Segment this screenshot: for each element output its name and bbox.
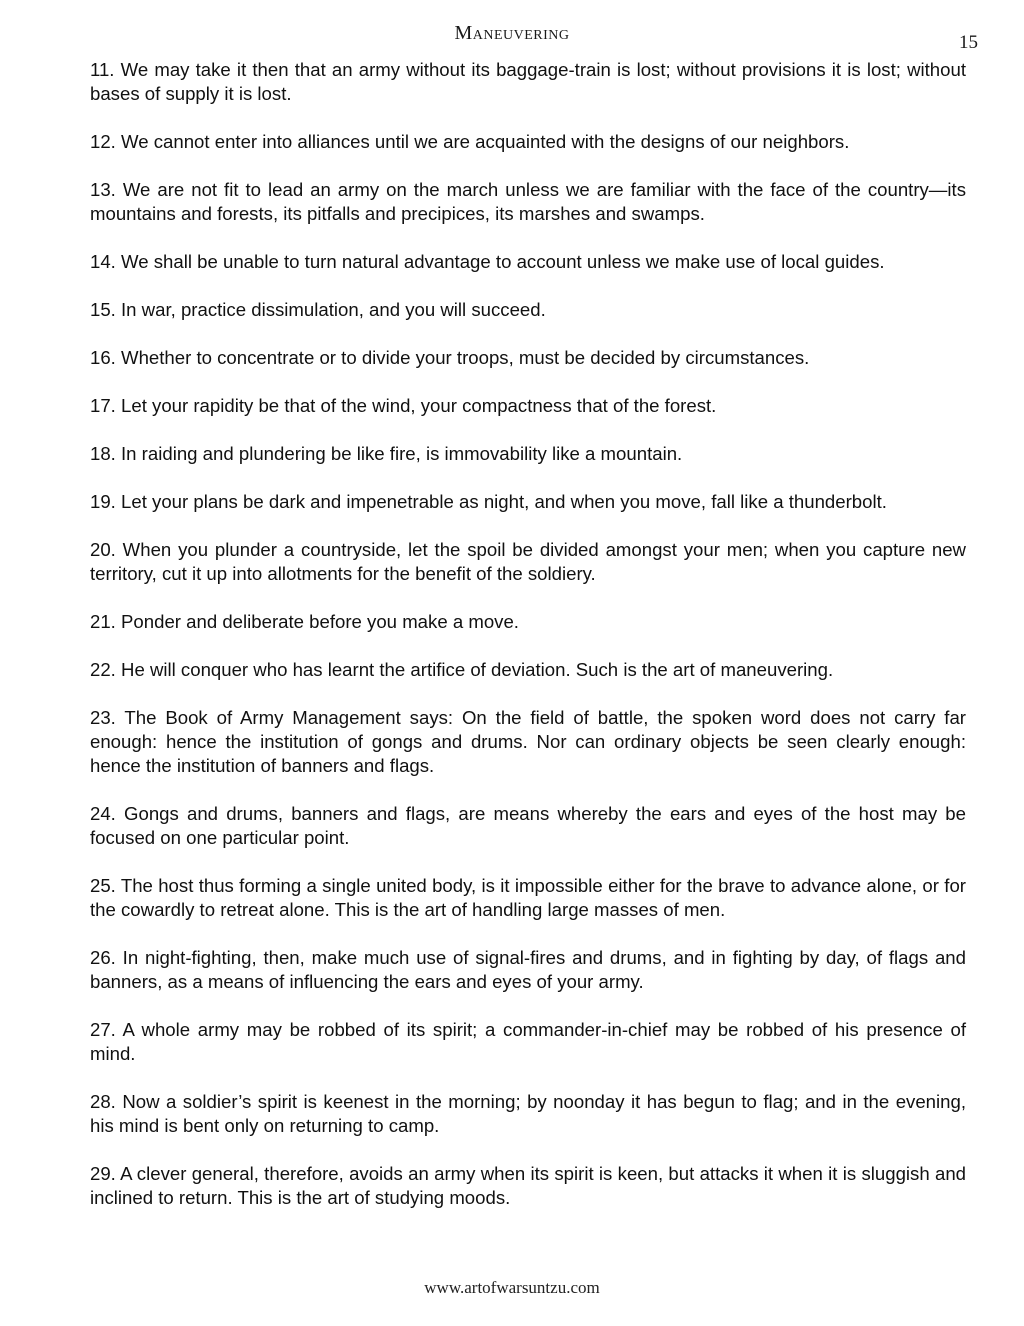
page-title: Maneuvering — [454, 22, 570, 44]
paragraph-29: 29. A clever general, therefore, avoids an army when its spirit is keen, but attacks it when it is sluggish and inclined to return. This is the art of studying moods. — [90, 1163, 966, 1208]
paragraph-16: 16. Whether to concentrate or to divide your troops, must be decided by circumstances. — [90, 347, 810, 368]
paragraph-12: 12. We cannot enter into alliances until we are acquainted with the designs of our neighbors. — [90, 131, 850, 152]
paragraph-21: 21. Ponder and deliberate before you make a move. — [90, 611, 519, 632]
paragraph-11: 11. We may take it then that an army without its baggage-train is lost; without provisions it is lost; without bases of supply it is lost. — [90, 59, 966, 104]
paragraph-23: 23. The Book of Army Management says: On the field of battle, the spoken word does not carry far enough: hence the institution of gongs and drums. Nor can ordinary objects be seen clearly enough: hence the institution of banners and flags. — [90, 707, 966, 776]
page-number: 15 — [959, 32, 978, 53]
paragraph-17: 17. Let your rapidity be that of the wind, your compactness that of the forest. — [90, 395, 717, 416]
paragraph-22: 22. He will conquer who has learnt the artifice of deviation. Such is the art of maneuvering. — [90, 659, 834, 680]
paragraph-27: 27. A whole army may be robbed of its spirit; a commander-in-chief may be robbed of his presence of mind. — [90, 1019, 966, 1064]
paragraph-25: 25. The host thus forming a single united body, is it impossible either for the brave to advance alone, or for the cowardly to retreat alone. This is the art of handling large masses of men. — [90, 875, 966, 920]
paragraph-24: 24. Gongs and drums, banners and flags, are means whereby the ears and eyes of the host may be focused on one particular point. — [90, 803, 966, 848]
paragraph-19: 19. Let your plans be dark and impenetrable as night, and when you move, fall like a thunderbolt. — [90, 491, 887, 512]
paragraph-20: 20. When you plunder a countryside, let the spoil be divided amongst your men; when you capture new territory, cut it up into allotments for the benefit of the soldiery. — [90, 539, 966, 584]
paragraph-28: 28. Now a soldier’s spirit is keenest in the morning; by noonday it has begun to flag; and in the evening, his mind is bent only on returning to camp. — [90, 1091, 966, 1136]
paragraph-15: 15. In war, practice dissimulation, and you will succeed. — [90, 299, 546, 320]
paragraph-13: 13. We are not fit to lead an army on the march unless we are familiar with the face of the country—its mountains and forests, its pitfalls and precipices, its marshes and swamps. — [90, 179, 966, 224]
paragraph-14: 14. We shall be unable to turn natural advantage to account unless we make use of local guides. — [90, 251, 885, 272]
document-body — [90, 58, 966, 1234]
paragraph-18: 18. In raiding and plundering be like fire, is immovability like a mountain. — [90, 443, 683, 464]
footer-website-url: www.artofwarsuntzu.com — [424, 1278, 600, 1297]
paragraph-26: 26. In night-fighting, then, make much use of signal-fires and drums, and in fighting by day, of flags and banners, as a means of influencing the ears and eyes of your army. — [90, 947, 966, 992]
